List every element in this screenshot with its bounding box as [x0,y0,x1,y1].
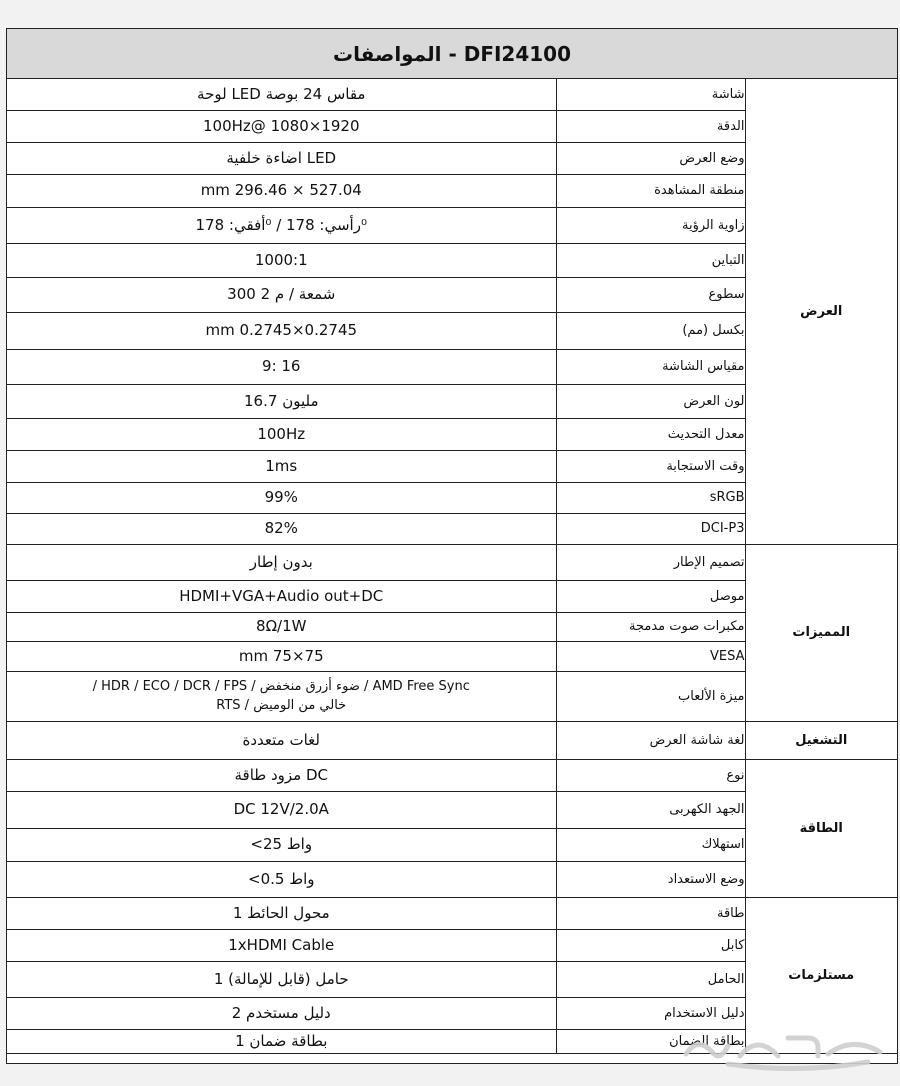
spec-label: بطاقة الضمان [556,1029,745,1053]
spec-value: 1xHDMI Cable [7,929,556,961]
category-cell: الطاقة [745,759,897,897]
spec-value: مقاس 24 بوصة LED لوحة [7,79,556,110]
spec-value: HDMI+VGA+Audio out+DC [7,580,556,612]
spec-value: لغات متعددة [7,721,556,759]
spec-label: sRGB [556,482,745,513]
table-row [7,721,897,759]
spec-label: الحامل [556,961,745,997]
spec-value: 1920×1080 @100Hz [7,110,556,142]
spec-label: تصميم الإطار [556,544,745,580]
spec-label: سطوع [556,277,745,312]
spec-label: التباين [556,243,745,277]
spec-label: وقت الاستجابة [556,450,745,482]
spec-value-line: خالي من الوميض / RTS [216,698,347,713]
spec-label: الجهد الكهربى [556,791,745,828]
table-row [7,544,897,580]
spec-label: منطقة المشاهدة [556,174,745,207]
spec-label: شاشة [556,79,745,110]
spec-value [7,671,556,721]
spec-label: كابل [556,929,745,961]
spec-value: 99% [7,482,556,513]
spec-value: 8Ω/1W [7,612,556,641]
spec-value: 75×75 mm [7,641,556,671]
spec-value: شمعة / م 2 300 [7,277,556,312]
spec-value-line: AMD Free Sync / ضوء أزرق منخفض / HDR / ECO / DCR / FPS / [92,679,470,694]
spec-label: وضع العرض [556,142,745,174]
table-row [7,79,897,110]
spec-label: ميزة الألعاب [556,671,745,721]
spec-label: معدل التحديث [556,418,745,450]
spec-label: زاوية الرؤية [556,207,745,243]
table-row [7,897,897,929]
table-row [7,759,897,791]
spec-value: 1000:1 [7,243,556,277]
spec-value: 82% [7,513,556,544]
spec-value: DC مزود طاقة [7,759,556,791]
spec-label: بكسل (مم) [556,312,745,349]
category-cell: مستلزمات [745,897,897,1053]
spec-table-body [7,79,897,1053]
spec-value: 527.04 × 296.46 mm [7,174,556,207]
spec-value: حامل (قابل للإمالة) 1 [7,961,556,997]
spec-label: نوع [556,759,745,791]
spec-sheet [6,28,898,1064]
spec-value: 1ms [7,450,556,482]
category-cell: العرض [745,79,897,544]
spec-label: لون العرض [556,384,745,418]
spec-label: طاقة [556,897,745,929]
page-title [7,29,897,79]
spec-value: 0.2745×0.2745 mm [7,312,556,349]
spec-label: الدقة [556,110,745,142]
spec-label: مكبرات صوت مدمجة [556,612,745,641]
spec-value: واط 0.5> [7,861,556,897]
spec-value: مليون 16.7 [7,384,556,418]
spec-label: مقياس الشاشة [556,349,745,384]
spec-table [7,79,897,1054]
spec-label: VESA [556,641,745,671]
spec-value: محول الحائط 1 [7,897,556,929]
category-cell: المميزات [745,544,897,721]
spec-value: 100Hz [7,418,556,450]
spec-label: DCI-P3 [556,513,745,544]
spec-label: لغة شاشة العرض [556,721,745,759]
title-text: DFI24100 - المواصفات [332,41,572,66]
category-cell: التشغيل [745,721,897,759]
spec-label: موصل [556,580,745,612]
spec-value: واط 25> [7,828,556,861]
spec-value: DC 12V/2.0A [7,791,556,828]
spec-value: دليل مستخدم 2 [7,997,556,1029]
spec-label: وضع الاستعداد [556,861,745,897]
spec-label: دليل الاستخدام [556,997,745,1029]
spec-value: 16 :9 [7,349,556,384]
spec-label: استهلاك [556,828,745,861]
spec-value: بطاقة ضمان 1 [7,1029,556,1053]
spec-value: LED اضاءة خلفية [7,142,556,174]
spec-value: بدون إطار [7,544,556,580]
spec-value: ⁰رأسي: 178 / ⁰أفقي: 178 [7,207,556,243]
